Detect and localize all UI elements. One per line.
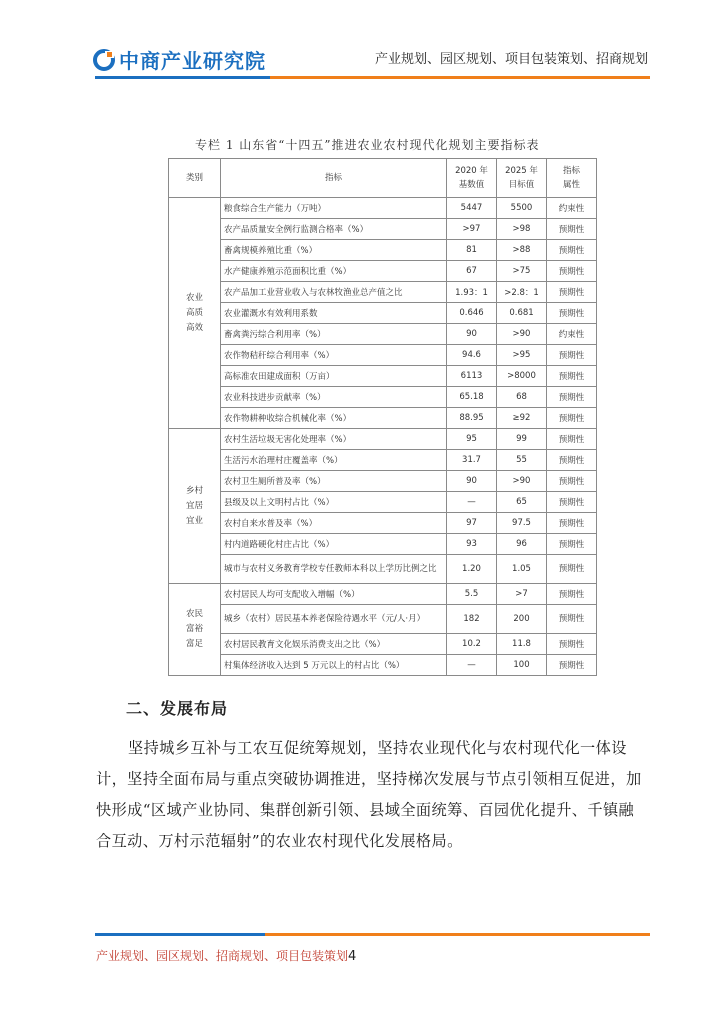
table-row [169,555,597,584]
attribute-cell: 预期性 [547,534,597,555]
attribute-cell: 预期性 [547,605,597,634]
table-row [169,282,597,303]
target-value-cell: >90 [497,471,547,492]
table-row [169,605,597,634]
indicator-cell: 村内道路硬化村庄占比（%） [221,534,447,555]
indicator-cell: 水产健康养殖示范面积比重（%） [221,261,447,282]
base-value-cell: 95 [447,429,497,450]
target-value-cell: 0.681 [497,303,547,324]
base-value-cell: — [447,492,497,513]
header-attribute: 指标 属性 [547,159,597,198]
table-row [169,240,597,261]
indicator-cell: 畜禽规模养殖比重（%） [221,240,447,261]
target-value-cell: 1.05 [497,555,547,584]
base-value-cell: 5447 [447,198,497,219]
target-value-cell: 200 [497,605,547,634]
target-value-cell: 5500 [497,198,547,219]
table-caption: 专栏 1 山东省“十四五”推进农业农村现代化规划主要指标表 [195,138,540,152]
target-value-cell: 99 [497,429,547,450]
target-value-cell: >8000 [497,366,547,387]
attribute-cell: 预期性 [547,219,597,240]
target-value-cell: >75 [497,261,547,282]
header-indicator: 指标 [221,159,447,198]
target-value-cell: 68 [497,387,547,408]
table-row [169,534,597,555]
header-base: 2020 年 基数值 [447,159,497,198]
indicator-cell: 农产品质量安全例行监测合格率（%） [221,219,447,240]
attribute-cell: 预期性 [547,450,597,471]
attribute-cell: 预期性 [547,261,597,282]
table-row [169,408,597,429]
table-row [169,303,597,324]
attribute-cell: 预期性 [547,634,597,655]
indicator-cell: 农村生活垃圾无害化处理率（%） [221,429,447,450]
table-row [169,450,597,471]
indicator-cell: 城市与农村义务教育学校专任教师本科以上学历比例之比 [221,555,447,584]
footer-text: 产业规划、园区规划、招商规划、项目包装策划 [96,949,349,963]
base-value-cell: 1.93：1 [447,282,497,303]
target-value-cell: 11.8 [497,634,547,655]
attribute-cell: 预期性 [547,345,597,366]
base-value-cell: 10.2 [447,634,497,655]
attribute-cell: 预期性 [547,240,597,261]
table-body [169,198,597,676]
section-title: 二、发展布局 [126,699,229,718]
indicator-cell: 农业灌溉水有效利用系数 [221,303,447,324]
indicator-table [168,158,597,676]
base-value-cell: 65.18 [447,387,497,408]
base-value-cell: 90 [447,324,497,345]
indicator-cell: 农业科技进步贡献率（%） [221,387,447,408]
logo-icon [93,49,115,71]
category-cell: 农业 高质 高效 [169,198,221,429]
footer-rule [0,933,724,936]
base-value-cell: 0.646 [447,303,497,324]
category-cell: 农民 富裕 富足 [169,584,221,676]
base-value-cell: 81 [447,240,497,261]
base-value-cell: 1.20 [447,555,497,584]
target-value-cell: >95 [497,345,547,366]
target-value-cell: >88 [497,240,547,261]
attribute-cell: 预期性 [547,387,597,408]
base-value-cell: 182 [447,605,497,634]
indicator-table-wrapper [168,158,596,676]
section-paragraph: 坚持城乡互补与工农互促统筹规划，坚持农业现代化与农村现代化一体设计，坚持全面布局与重点突破协调推进，坚持梯次发展与节点引领相互促进，加快形成“区域产业协同、集群创新引领、县域全面统筹、百园优化提升、千镇融合互动、万村示范辐射”的农业农村现代化发展格局。 [96,739,642,850]
attribute-cell: 预期性 [547,555,597,584]
indicator-cell: 农村自来水普及率（%） [221,513,447,534]
base-value-cell: 88.95 [447,408,497,429]
page-number: 4 [348,949,357,964]
target-value-cell: 97.5 [497,513,547,534]
base-value-cell: 31.7 [447,450,497,471]
target-value-cell: ≥92 [497,408,547,429]
table-header-row [169,159,597,198]
target-value-cell: >98 [497,219,547,240]
target-value-cell: >90 [497,324,547,345]
logo-text: 中商产业研究院 [119,49,266,73]
table-row [169,366,597,387]
header-rule [0,76,724,79]
attribute-cell: 预期性 [547,513,597,534]
indicator-cell: 农产品加工业营业收入与农林牧渔业总产值之比 [221,282,447,303]
base-value-cell: — [447,655,497,676]
table-row [169,198,597,219]
attribute-cell: 预期性 [547,282,597,303]
header-category: 类别 [169,159,221,198]
indicator-cell: 高标准农田建成面积（万亩） [221,366,447,387]
target-value-cell: 100 [497,655,547,676]
attribute-cell: 预期性 [547,492,597,513]
indicator-cell: 农村居民人均可支配收入增幅（%） [221,584,447,605]
indicator-cell: 生活污水治理村庄覆盖率（%） [221,450,447,471]
base-value-cell: 93 [447,534,497,555]
table-row [169,513,597,534]
table-row [169,387,597,408]
table-row [169,345,597,366]
attribute-cell: 预期性 [547,366,597,387]
target-value-cell: >7 [497,584,547,605]
category-cell: 乡村 宜居 宜业 [169,429,221,584]
indicator-cell: 畜禽粪污综合利用率（%） [221,324,447,345]
attribute-cell: 预期性 [547,584,597,605]
table-row [169,219,597,240]
table-row [169,429,597,450]
indicator-cell: 城乡（农村）居民基本养老保险待遇水平（元/人·月） [221,605,447,634]
header-target: 2025 年 目标值 [497,159,547,198]
base-value-cell: 5.5 [447,584,497,605]
attribute-cell: 约束性 [547,324,597,345]
table-row [169,492,597,513]
table-row [169,324,597,345]
target-value-cell: 65 [497,492,547,513]
attribute-cell: 预期性 [547,408,597,429]
indicator-cell: 粮食综合生产能力（万吨） [221,198,447,219]
table-row [169,584,597,605]
base-value-cell: 94.6 [447,345,497,366]
indicator-cell: 农作物耕种收综合机械化率（%） [221,408,447,429]
target-value-cell: >2.8：1 [497,282,547,303]
indicator-cell: 农村卫生厕所普及率（%） [221,471,447,492]
indicator-cell: 农作物秸秆综合利用率（%） [221,345,447,366]
table-row [169,261,597,282]
indicator-cell: 县级及以上文明村占比（%） [221,492,447,513]
table-row [169,634,597,655]
page-footer [96,947,356,964]
base-value-cell: >97 [447,219,497,240]
target-value-cell: 55 [497,450,547,471]
base-value-cell: 90 [447,471,497,492]
attribute-cell: 预期性 [547,429,597,450]
header-tagline: 产业规划、园区规划、项目包装策划、招商规划 [374,52,648,67]
base-value-cell: 67 [447,261,497,282]
attribute-cell: 约束性 [547,198,597,219]
table-row [169,655,597,676]
logo [93,45,266,74]
attribute-cell: 预期性 [547,471,597,492]
indicator-cell: 农村居民教育文化娱乐消费支出之比（%） [221,634,447,655]
attribute-cell: 预期性 [547,303,597,324]
target-value-cell: 96 [497,534,547,555]
indicator-cell: 村集体经济收入达到 5 万元以上的村占比（%） [221,655,447,676]
page-header [0,0,724,80]
base-value-cell: 97 [447,513,497,534]
table-row [169,471,597,492]
attribute-cell: 预期性 [547,655,597,676]
base-value-cell: 6113 [447,366,497,387]
